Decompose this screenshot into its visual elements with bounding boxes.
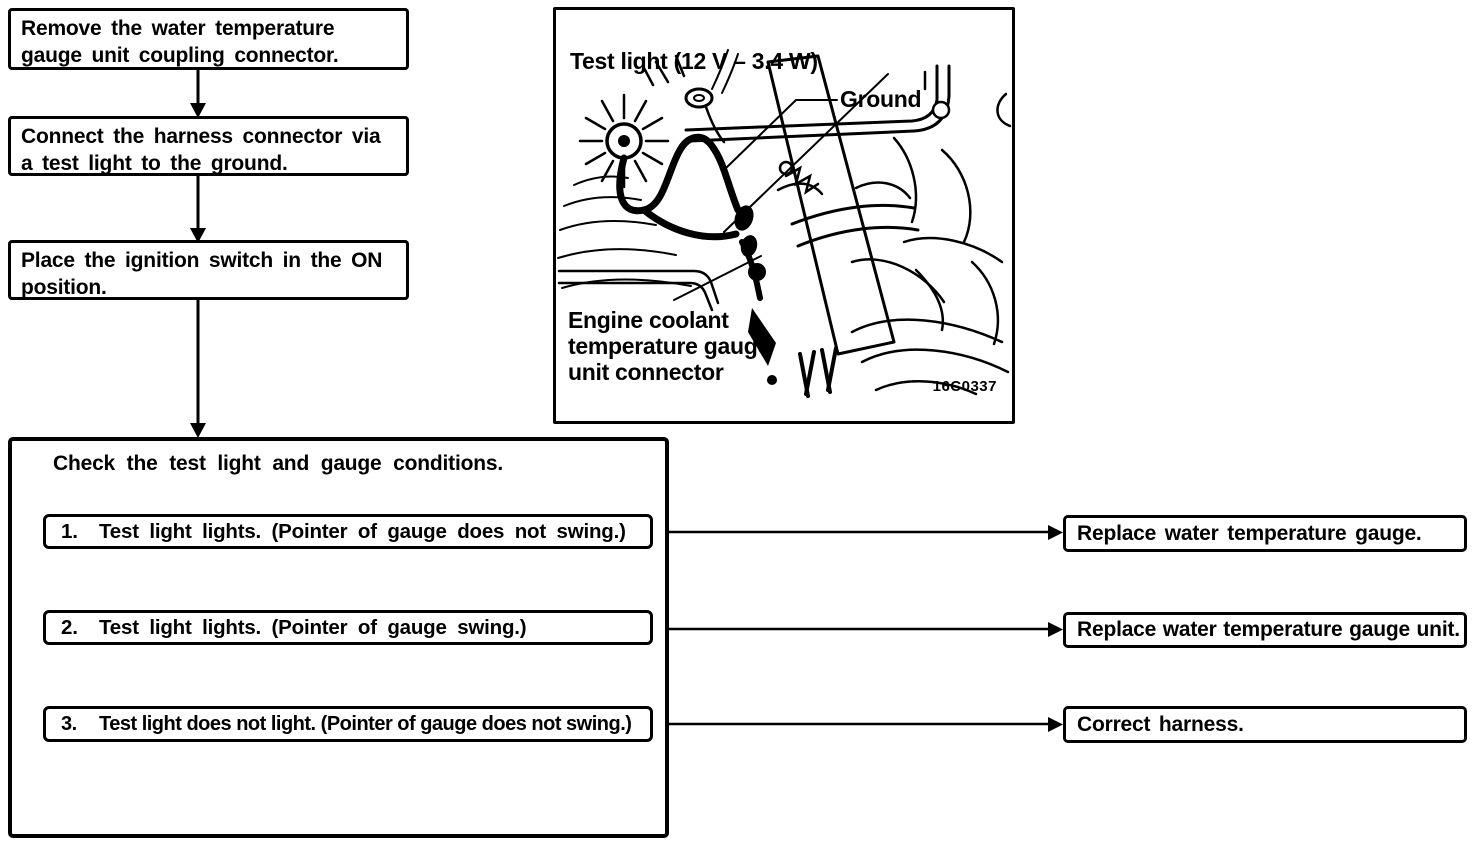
condition-2-text: Test light lights. (Pointer of gauge swing.) bbox=[99, 615, 527, 639]
step-box-connect-test-light: Connect the harness connector via a test light to the ground. bbox=[8, 116, 409, 176]
check-conditions-title: Check the test light and gauge conditions. bbox=[53, 452, 503, 475]
figure-code: 16C0337 bbox=[932, 378, 997, 395]
result-3-box: Correct harness. bbox=[1063, 706, 1467, 743]
label-unit-connector-line2: temperature gauge bbox=[568, 333, 770, 359]
condition-3-number: 3. bbox=[61, 712, 77, 735]
label-unit-connector-line1: Engine coolant bbox=[568, 307, 729, 333]
condition-1-number: 1. bbox=[61, 519, 78, 543]
condition-3-box bbox=[43, 706, 653, 742]
step-box-ignition-on: Place the ignition switch in the ON position. bbox=[8, 240, 409, 300]
label-ground: Ground bbox=[840, 86, 922, 112]
label-unit-connector bbox=[568, 307, 770, 385]
condition-1-box bbox=[43, 514, 653, 549]
condition-2-number: 2. bbox=[61, 615, 78, 639]
engine-illustration-panel bbox=[553, 7, 1015, 424]
condition-3-text: Test light does not light. (Pointer of gauge does not swing.) bbox=[99, 712, 632, 735]
label-unit-connector-line3: unit connector bbox=[568, 359, 724, 385]
step-box-remove-connector: Remove the water temperature gauge unit coupling connector. bbox=[8, 8, 409, 70]
result-2-box: Replace water temperature gauge unit. bbox=[1063, 612, 1467, 648]
label-test-light: Test light (12 V – 3.4 W) bbox=[570, 48, 818, 74]
result-1-box: Replace water temperature gauge. bbox=[1063, 515, 1467, 552]
condition-2-box bbox=[43, 610, 653, 645]
condition-1-text: Test light lights. (Pointer of gauge does not swing.) bbox=[99, 519, 626, 543]
